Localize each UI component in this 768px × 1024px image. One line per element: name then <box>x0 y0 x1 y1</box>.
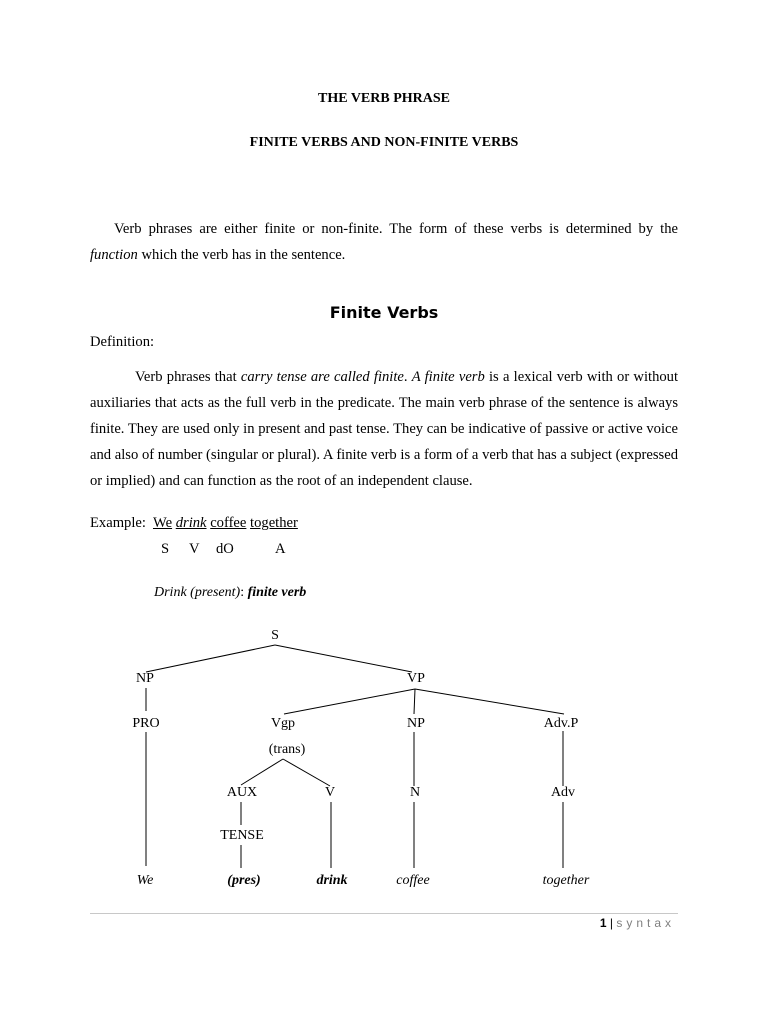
tree-leaf-we: We <box>136 873 154 888</box>
role-subject: S <box>161 541 170 557</box>
example-word-we: We <box>152 515 173 531</box>
edge-s-vp <box>275 645 412 672</box>
tree-node-n: N <box>409 785 421 800</box>
def-text-2: . <box>403 369 412 385</box>
def-text-3: is a lexical verb with or without auxiliaries that acts as the full verb in the predicate. The main verb phrase of the sentence is always finite. They are used only in present and past tense. They can be indicative of passive or active voice and also of number (singular or plural). A finite verb is a form of a verb that has a subject (expressed or implied) and can function as the root of an independent clause. <box>90 369 679 489</box>
tree-leaf-drink: drink <box>316 873 348 888</box>
example-word-together: together <box>250 515 298 531</box>
intro-emphasis: function <box>90 247 138 263</box>
footer-label: syntax <box>616 916 675 930</box>
edge-vgp-aux <box>241 759 283 785</box>
def-text-1: Verb phrases that <box>135 369 241 385</box>
edge-vgp-v <box>283 759 330 786</box>
tree-node-pro: PRO <box>132 716 160 731</box>
tree-leaf-pres: (pres) <box>227 873 261 888</box>
role-direct-object: dO <box>216 541 234 557</box>
tree-node-np-object: NP <box>407 716 425 731</box>
note-emphasis: Drink (present) <box>154 585 241 600</box>
example-label: Example: <box>90 515 146 531</box>
definition-label: Definition: <box>90 334 155 350</box>
section-heading: Finite Verbs <box>329 303 439 322</box>
document-title: THE VERB PHRASE <box>318 91 450 106</box>
example-word-drink: drink <box>175 515 207 531</box>
tree-leaf-together: together <box>542 873 590 888</box>
tree-node-trans: (trans) <box>268 742 306 757</box>
edge-vp-vgp <box>284 689 415 714</box>
tree-node-advp: Adv.P <box>543 716 579 731</box>
tree-node-np: NP <box>136 671 154 686</box>
intro-text-1: Verb phrases are either finite or non-finite. The form of these verbs is determined by the <box>114 221 678 237</box>
tree-leaf-coffee: coffee <box>396 873 430 888</box>
note-strong: finite verb <box>244 585 307 600</box>
edge-s-np <box>146 645 275 672</box>
role-adverbial: A <box>275 541 286 557</box>
edge-vp-np <box>414 689 415 714</box>
page-footer <box>600 916 675 930</box>
example-word-coffee: coffee <box>210 515 247 531</box>
tree-node-tense: TENSE <box>220 828 264 843</box>
def-emphasis-1: carry tense are called finite <box>240 369 404 385</box>
footer-divider <box>90 913 678 914</box>
tree-node-aux: AUX <box>226 785 258 800</box>
page-number: 1 <box>599 916 607 930</box>
intro-text-2: which the verb has in the sentence. <box>137 247 346 263</box>
tree-node-vgp: Vgp <box>270 716 296 731</box>
note-colon: : <box>240 585 245 600</box>
tree-node-s: S <box>271 628 279 643</box>
role-verb: V <box>189 541 200 557</box>
footer-separator: | <box>609 916 613 930</box>
document-subtitle: FINITE VERBS AND NON-FINITE VERBS <box>249 135 519 150</box>
tree-node-v: V <box>324 785 336 800</box>
edge-vp-advp <box>415 689 564 714</box>
def-emphasis-2: A finite verb <box>411 369 485 385</box>
tree-node-adv: Adv <box>550 785 576 800</box>
tree-node-vp: VP <box>407 671 425 686</box>
